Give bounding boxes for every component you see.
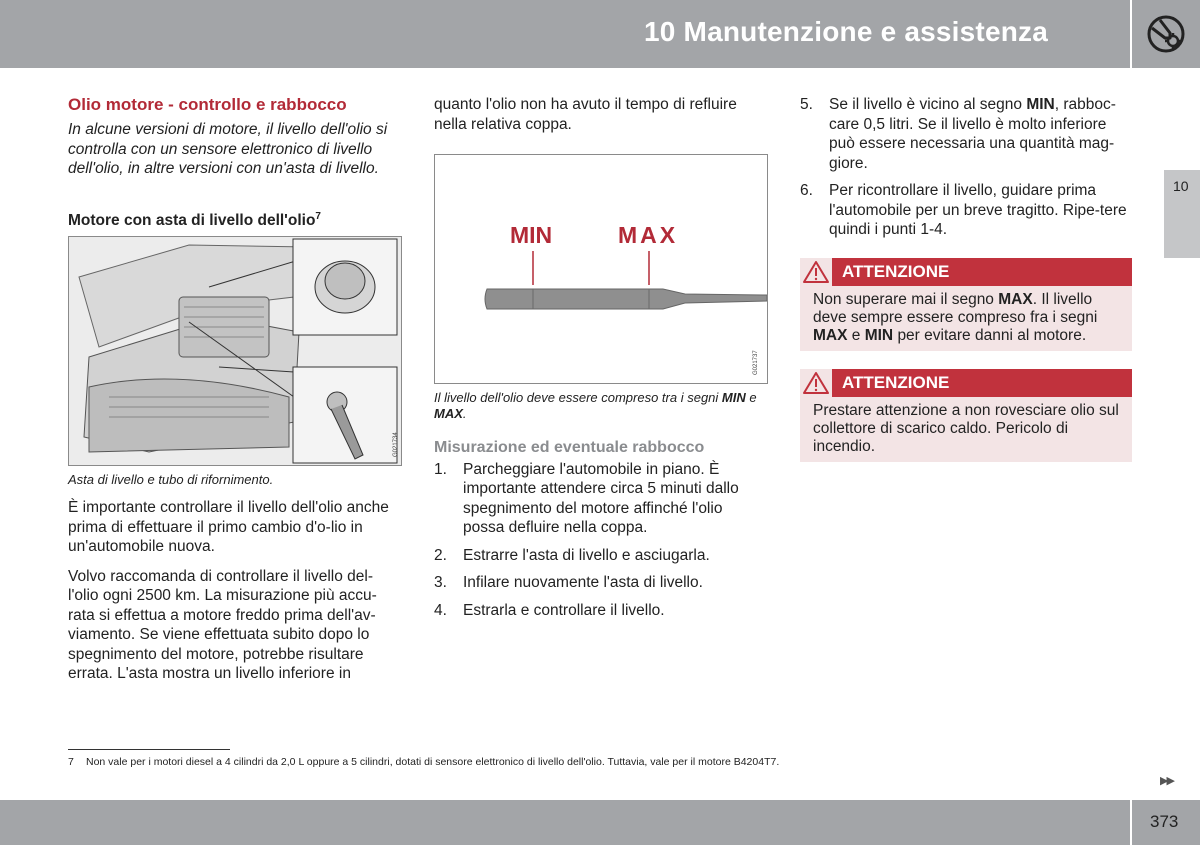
page-footer bbox=[0, 800, 1130, 845]
warning-text: Prestare attenzione a non rovesciare olio sul collettore di scarico caldo. Pericolo di incendio. bbox=[813, 401, 1119, 455]
list-item: 3. Infilare nuovamente l'asta di livello. bbox=[434, 574, 703, 591]
warning-title: ATTENZIONE bbox=[842, 372, 950, 392]
footnote: 7 Non vale per i motori diesel a 4 cilindri da 2,0 L oppure a 5 cilindri, dotati di sensore elettronico di livello dell'olio. Tuttavia, vale per il motore B4204T7. bbox=[68, 756, 780, 768]
page-header bbox=[0, 0, 1130, 68]
dipstick-max-label: MAX bbox=[618, 222, 679, 248]
list-item: 2. Estrarre l'asta di livello e asciugarla. bbox=[434, 546, 710, 564]
column-1 bbox=[68, 95, 402, 684]
figure-caption: Asta di livello e tubo di rifornimento. bbox=[68, 472, 274, 488]
paragraph: Volvo raccomanda di controllare il livello del-l'olio ogni 2500 km. La misurazione più accu-rata si effettua a motore freddo prima dell'av-viamento. Se viene effettuata subito dopo lo spegnimento del motore, potrebbe risultare errata. L'asta mostra un livello inferiore in bbox=[68, 567, 377, 683]
page-number-box bbox=[1132, 800, 1200, 845]
warning-box-fire bbox=[800, 369, 1132, 462]
warning-header bbox=[800, 369, 1132, 397]
section-intro: In alcune versioni di motore, il livello dell'olio si controlla con un sensore elettronico di livello dell'olio, in altre versioni con un'asta di livello. bbox=[68, 121, 388, 177]
double-chevron-right-icon[interactable]: ▶▶ bbox=[1160, 775, 1173, 787]
warning-text: Non superare mai il segno MAX. Il livello deve sempre essere compreso fra i segni MAX e MIN per evitare danni al motore. bbox=[813, 290, 1098, 344]
paragraph-continued: quanto l'olio non ha avuto il tempo di refluire nella relativa coppa. bbox=[434, 96, 737, 133]
list-item: 6. Per ricontrollare il livello, guidare prima l'automobile per un breve tragitto. Ripe-tere quindi i punti 1-4. bbox=[800, 182, 1127, 238]
warning-header bbox=[800, 258, 1132, 286]
column-2 bbox=[434, 95, 768, 628]
warning-box-max bbox=[800, 258, 1132, 351]
figure-code: G021734 bbox=[393, 432, 399, 458]
wrench-gear-icon bbox=[1132, 0, 1200, 68]
chapter-side-tab[interactable] bbox=[1164, 170, 1200, 258]
chapter-side-tab-label: 10 bbox=[1173, 178, 1189, 194]
subheading-dipstick-engine: Motore con asta di livello dell'olio$^7$ bbox=[68, 210, 321, 229]
list-item: 5. Se il livello è vicino al segno MIN, rabboc-care 0,5 litri. Se il livello è molto inferiore può essere necessaria una quantità mag-giore. bbox=[800, 96, 1116, 172]
dipstick-illustration bbox=[435, 155, 767, 383]
column-3 bbox=[800, 95, 1132, 462]
engine-bay-figure bbox=[68, 236, 402, 466]
list-item: 1. Parcheggiare l'automobile in piano. È importante attendere circa 5 minuti dallo spegnimento del motore affinché l'olio possa defluire nella coppa. bbox=[434, 460, 739, 536]
figure-caption: Il livello dell'olio deve essere compreso tra i segni MIN e MAX. bbox=[434, 390, 757, 421]
page-number: 373 bbox=[1150, 812, 1179, 831]
warning-triangle-icon bbox=[800, 369, 832, 397]
steps-list-continued bbox=[800, 95, 1132, 240]
paragraph: È importante controllare il livello dell'olio anche prima di effettuare il primo cambio d'o-lio in un'automobile nuova. bbox=[68, 499, 389, 556]
steps-list bbox=[434, 460, 768, 621]
footnote-ref[interactable]: 7 bbox=[315, 210, 321, 222]
section-title: Olio motore - controllo e rabbocco bbox=[68, 95, 347, 114]
footnote-divider bbox=[68, 749, 230, 750]
chapter-title: 10 Manutenzione e assistenza bbox=[644, 16, 1048, 47]
figure-code: G021737 bbox=[753, 350, 759, 375]
engine-bay-illustration bbox=[69, 237, 401, 465]
warning-triangle-icon bbox=[800, 258, 832, 286]
warning-title: ATTENZIONE bbox=[842, 261, 950, 281]
list-item: 4. Estrarla e controllare il livello. bbox=[434, 601, 665, 619]
dipstick-figure bbox=[434, 154, 768, 384]
chapter-icon-box bbox=[1132, 0, 1200, 68]
subheading-measurement: Misurazione ed eventuale rabbocco bbox=[434, 439, 705, 456]
dipstick-min-label: MIN bbox=[510, 222, 553, 248]
